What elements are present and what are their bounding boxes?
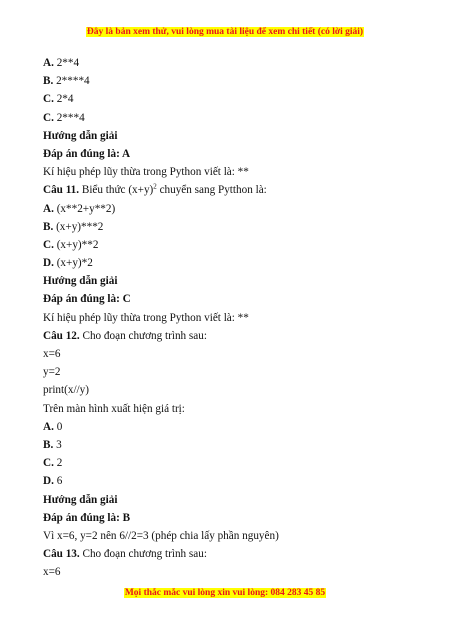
q12-question: Câu 12. Cho đoạn chương trình sau:	[43, 329, 207, 342]
q11-option-c: C. (x+y)**2	[43, 238, 99, 251]
q11-answer: Đáp án đúng là: C	[43, 293, 131, 306]
q12-option-d: D. 6	[43, 475, 63, 488]
q12-code-line-3: print(x//y)	[43, 384, 89, 397]
q12-explanation: Vì x=6, y=2 nên 6//2=3 (phép chia lấy phần nguyên)	[43, 529, 279, 542]
q11-option-d: D. (x+y)*2	[43, 257, 93, 270]
preview-banner	[0, 27, 450, 37]
q10-answer: Đáp án đúng là: A	[43, 147, 131, 160]
contact-banner	[0, 588, 450, 598]
q11-explanation: Kí hiệu phép lũy thừa trong Python viết là: **	[43, 311, 249, 324]
q10-option-c1: C. 2*4	[43, 93, 74, 106]
q12-code-line-1: x=6	[43, 348, 61, 360]
q12-option-a: A. 0	[43, 420, 63, 433]
preview-banner-text: Đây là bản xem thử, vui lòng mua tài liệu để xem chi tiết (có lời giải)	[86, 27, 364, 37]
q10-guide-heading: Hướng dẫn giải	[43, 129, 118, 142]
q12-code-line-2: y=2	[43, 366, 61, 379]
q11-question: Câu 11. Biểu thức $(x+y)^2$ chuyển sang Pytthon là:	[43, 182, 267, 197]
q12-guide-heading: Hướng dẫn giải	[43, 493, 118, 506]
q11-option-a: A. (x**2+y**2)	[43, 202, 116, 215]
q10-option-b: B. 2****4	[43, 75, 90, 88]
q12-option-b: B. 3	[43, 438, 62, 451]
q12-answer: Đáp án đúng là: B	[43, 511, 131, 524]
q12-option-c: C. 2	[43, 457, 63, 470]
q11-guide-heading: Hướng dẫn giải	[43, 275, 118, 288]
q10-option-a: A. 2**4	[43, 57, 80, 69]
q11-option-b: B. (x+y)***2	[43, 220, 104, 233]
contact-banner-text: Mọi thắc mắc vui lòng xin vui lòng: 084 283 45 85	[124, 588, 326, 598]
q10-option-c2: C. 2***4	[43, 111, 85, 124]
q13-question: Câu 13. Cho đoạn chương trình sau:	[43, 548, 207, 561]
q12-prompt: Trên màn hình xuất hiện giá trị:	[43, 402, 185, 415]
q10-explanation: Kí hiệu phép lũy thừa trong Python viết là: **	[43, 166, 249, 179]
q13-code-line-1: x=6	[43, 566, 61, 579]
document-body	[43, 54, 423, 581]
